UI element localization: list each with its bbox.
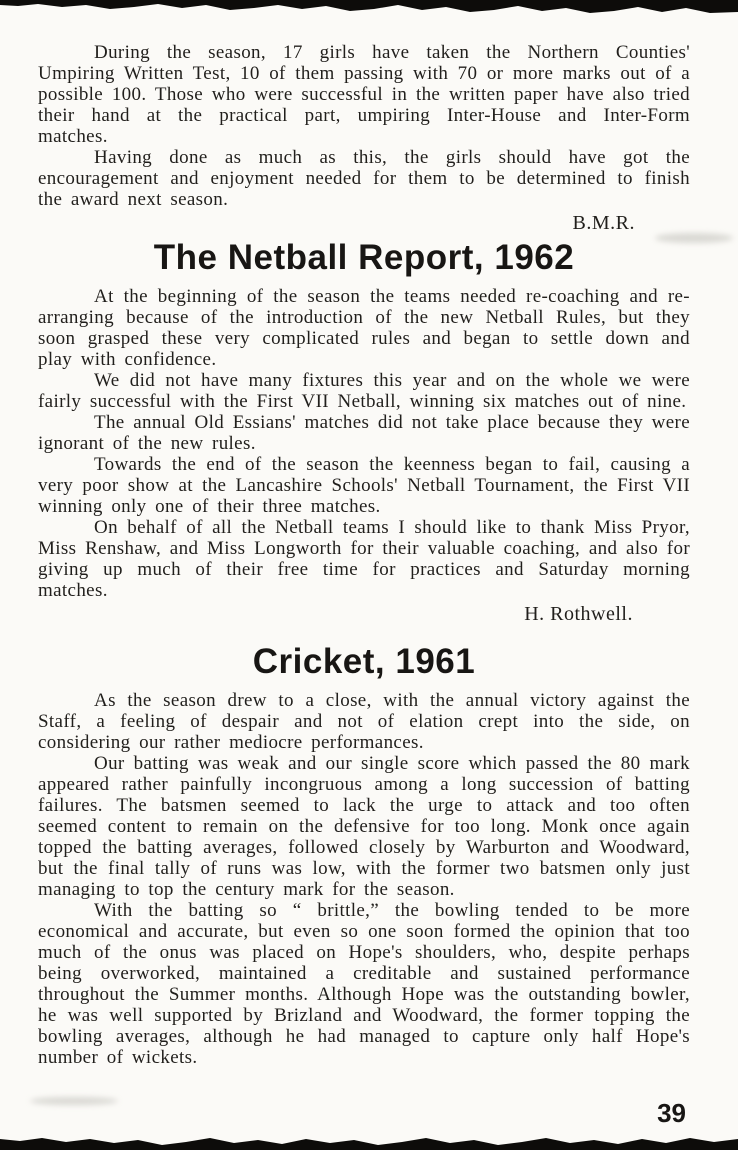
netball-paragraph-2: We did not have many fixtures this year and on the whole we were fairly successful with the First VII Netball, winning six matches out of nine. — [38, 370, 690, 412]
scan-smudge — [30, 1097, 118, 1105]
cricket-report-section — [38, 642, 690, 1068]
netball-paragraph-3: The annual Old Essians' matches did not take place because they were ignorant of the new rules. — [38, 412, 690, 454]
netball-paragraph-5: On behalf of all the Netball teams I should like to thank Miss Pryor, Miss Renshaw, and Miss Longworth for their valuable coaching, and also for giving up much of their free time for practices and Saturday morning matches. — [38, 517, 690, 601]
umpiring-report-section — [38, 42, 690, 235]
torn-page-edge-bottom — [0, 1134, 738, 1150]
umpiring-paragraph-1: During the season, 17 girls have taken the Northern Counties' Umpiring Written Test, 10 of them passing with 70 or more marks out of a possible 100. Those who were successful in the written paper have also tried their hand at the practical part, umpiring Inter-House and Inter-Form matches. — [38, 42, 690, 147]
umpiring-paragraph-2: Having done as much as this, the girls should have got the encouragement and enjoyment needed for them to be determined to finish the award next season. — [38, 147, 690, 210]
netball-paragraph-4: Towards the end of the season the keenness began to fail, causing a very poor show at the Lancashire Schools' Netball Tournament, the First VII winning only one of their three matches. — [38, 454, 690, 517]
netball-paragraph-1: At the beginning of the season the teams needed re-coaching and re-arranging because of the introduction of the new Netball Rules, but they soon grasped these very complicated rules and began to settle down and play with confidence. — [38, 286, 690, 370]
netball-report-heading: The Netball Report, 1962 — [153, 238, 575, 277]
cricket-paragraph-3: With the batting so “ brittle,” the bowling tended to be more economical and accurate, but even so one soon formed the opinion that too much of the onus was placed on Hope's shoulders, who, despite perhaps being overworked, maintained a creditable and sustained performance throughout the Summer months. Although Hope was the outstanding bowler, he was well supported by Brizland and Woodward, the former topping the bowling averages, although he had managed to capture only half Hope's number of wickets. — [38, 900, 690, 1068]
cricket-paragraph-1: As the season drew to a close, with the annual victory against the Staff, a feeling of despair and not of elation crept into the side, on considering our rather mediocre performances. — [38, 690, 690, 753]
cricket-paragraph-2: Our batting was weak and our single score which passed the 80 mark appeared rather painfully incongruous among a long succession of batting failures. The batsmen seemed to lack the urge to attack and too often seemed content to remain on the defensive for too long. Monk once again topped the batting averages, followed closely by Warburton and Woodward, but the final tally of runs was low, with the former two batsmen only just managing to top the century mark for the season. — [38, 753, 690, 900]
signature-bmr: B.M.R. — [572, 212, 635, 234]
netball-report-section — [38, 238, 690, 626]
torn-page-edge-top — [0, 0, 738, 16]
cricket-heading: Cricket, 1961 — [252, 642, 476, 681]
signature-rothwell: H. Rothwell. — [524, 603, 633, 625]
page-number: 39 — [657, 1098, 686, 1128]
